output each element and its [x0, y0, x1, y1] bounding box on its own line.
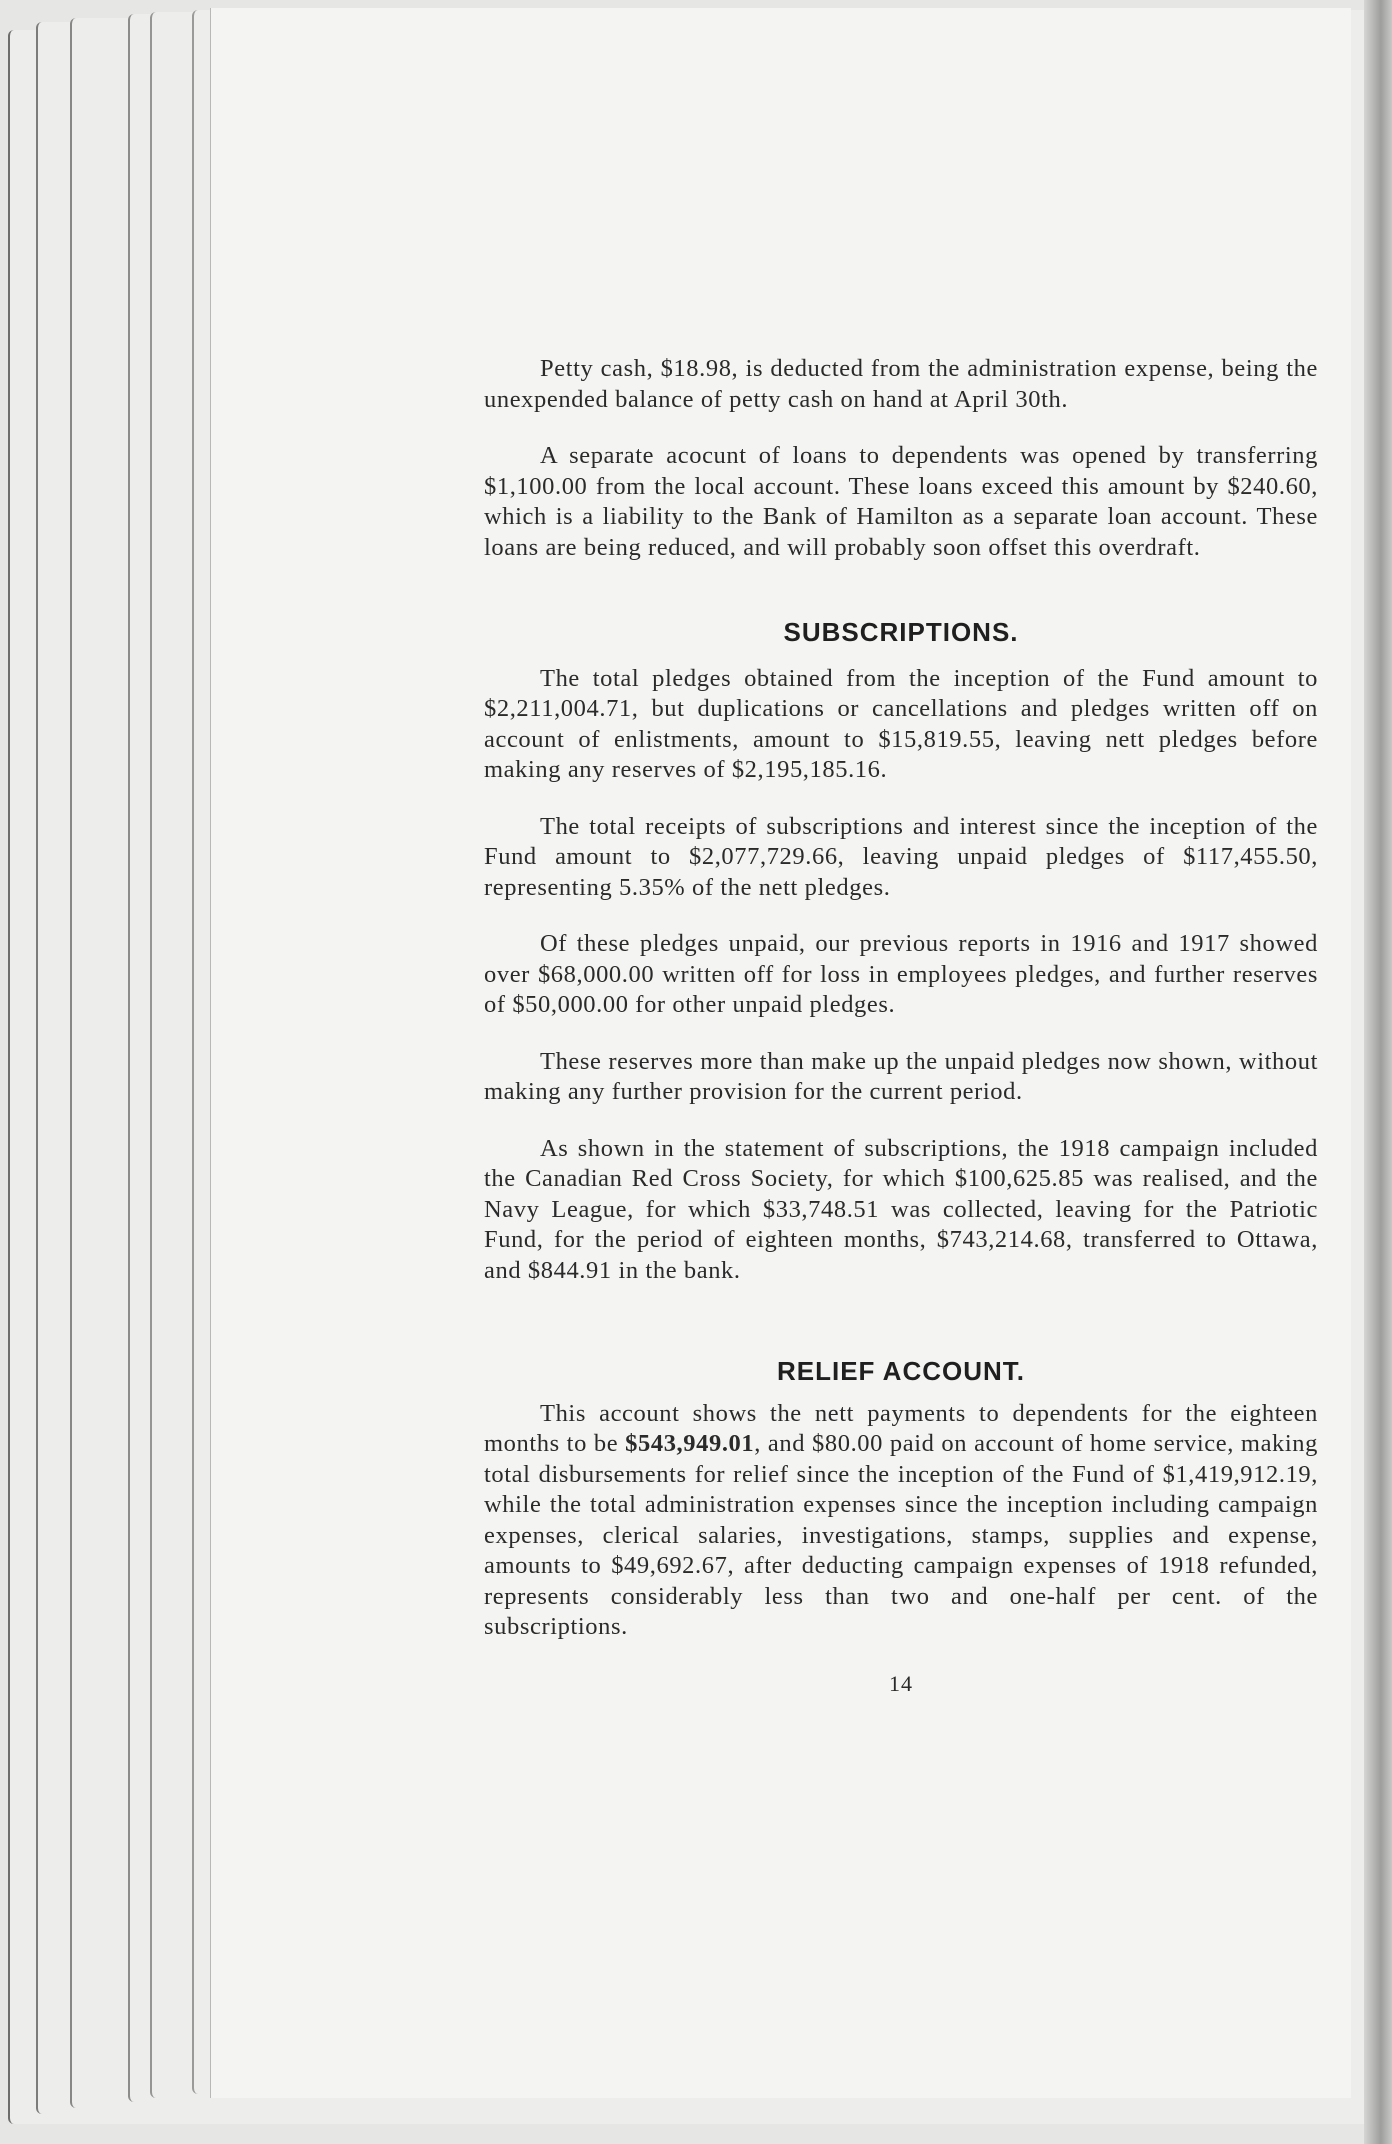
paragraph-relief-account	[484, 1399, 1318, 1643]
relief-text-after: , and $80.00 paid on account of home service, making total disbursements for relief since the inception of the Fund of $1,419,912.19, while the total administration expenses since the inception including campaign expenses, clerical salaries, investigations, stamps, supplies and expense, amounts to $49,692.67, after deducting campaign expenses of 1918 refunded, represents considerably less than two and one-half per cent. of the subscriptions.	[484, 1430, 1318, 1640]
relief-text-before: This account shows the nett payments to dependents for the eighteen months to be	[484, 1399, 1318, 1457]
paragraph-total-receipts: The total receipts of subscriptions and interest since the inception of the Fund amount to $2,077,729.66, leaving unpaid pledges of $117,455.50, representing 5.35% of the nett pledges.	[484, 812, 1318, 901]
paragraph-petty-cash: Petty cash, $18.98, is deducted from the administration expense, being the unexpended balance of petty cash on hand at April 30th.	[484, 355, 1318, 413]
paragraph-1918-campaign: As shown in the statement of subscriptions, the 1918 campaign included the Canadian Red Cross Society, for which $100,625.85 was realised, and the Navy League, for which $33,748.51 was collected, leaving for the Patriotic Fund, for the period of eighteen months, $743,214.68, transferred to Ottawa, and $844.91 in the bank.	[484, 1134, 1318, 1284]
relief-amount: $543,949.01	[625, 1430, 755, 1457]
relief-heading: RELIEF ACCOUNT.	[776, 1356, 1026, 1386]
paragraph-total-pledges: The total pledges obtained from the inception of the Fund amount to $2,211,004.71, but duplications or cancellations and pledges written off on account of enlistments, amount to $15,819.55, leaving nett pledges before making any reserves of $2,195,185.16.	[484, 664, 1318, 783]
book-binding	[1364, 0, 1392, 2144]
paragraph-loans: A separate acocunt of loans to dependents was opened by transferring $1,100.00 from the local account. These loans exceed this amount by $240.60, which is a liability to the Bank of Hamilton as a separate loan account. These loans are being reduced, and will probably soon offset this overdraft.	[484, 442, 1318, 561]
subscriptions-heading: SUBSCRIPTIONS.	[783, 617, 1019, 647]
paragraph-unpaid-pledges: Of these pledges unpaid, our previous reports in 1916 and 1917 showed over $68,000.00 written off for loss in employees pledges, and further reserves of $50,000.00 for other unpaid pledges.	[484, 930, 1318, 1018]
page-number: 14	[889, 1670, 913, 1696]
page-body	[484, 354, 1318, 1699]
paragraph-reserves: These reserves more than make up the unpaid pledges now shown, without making any further provision for the current period.	[484, 1047, 1318, 1105]
